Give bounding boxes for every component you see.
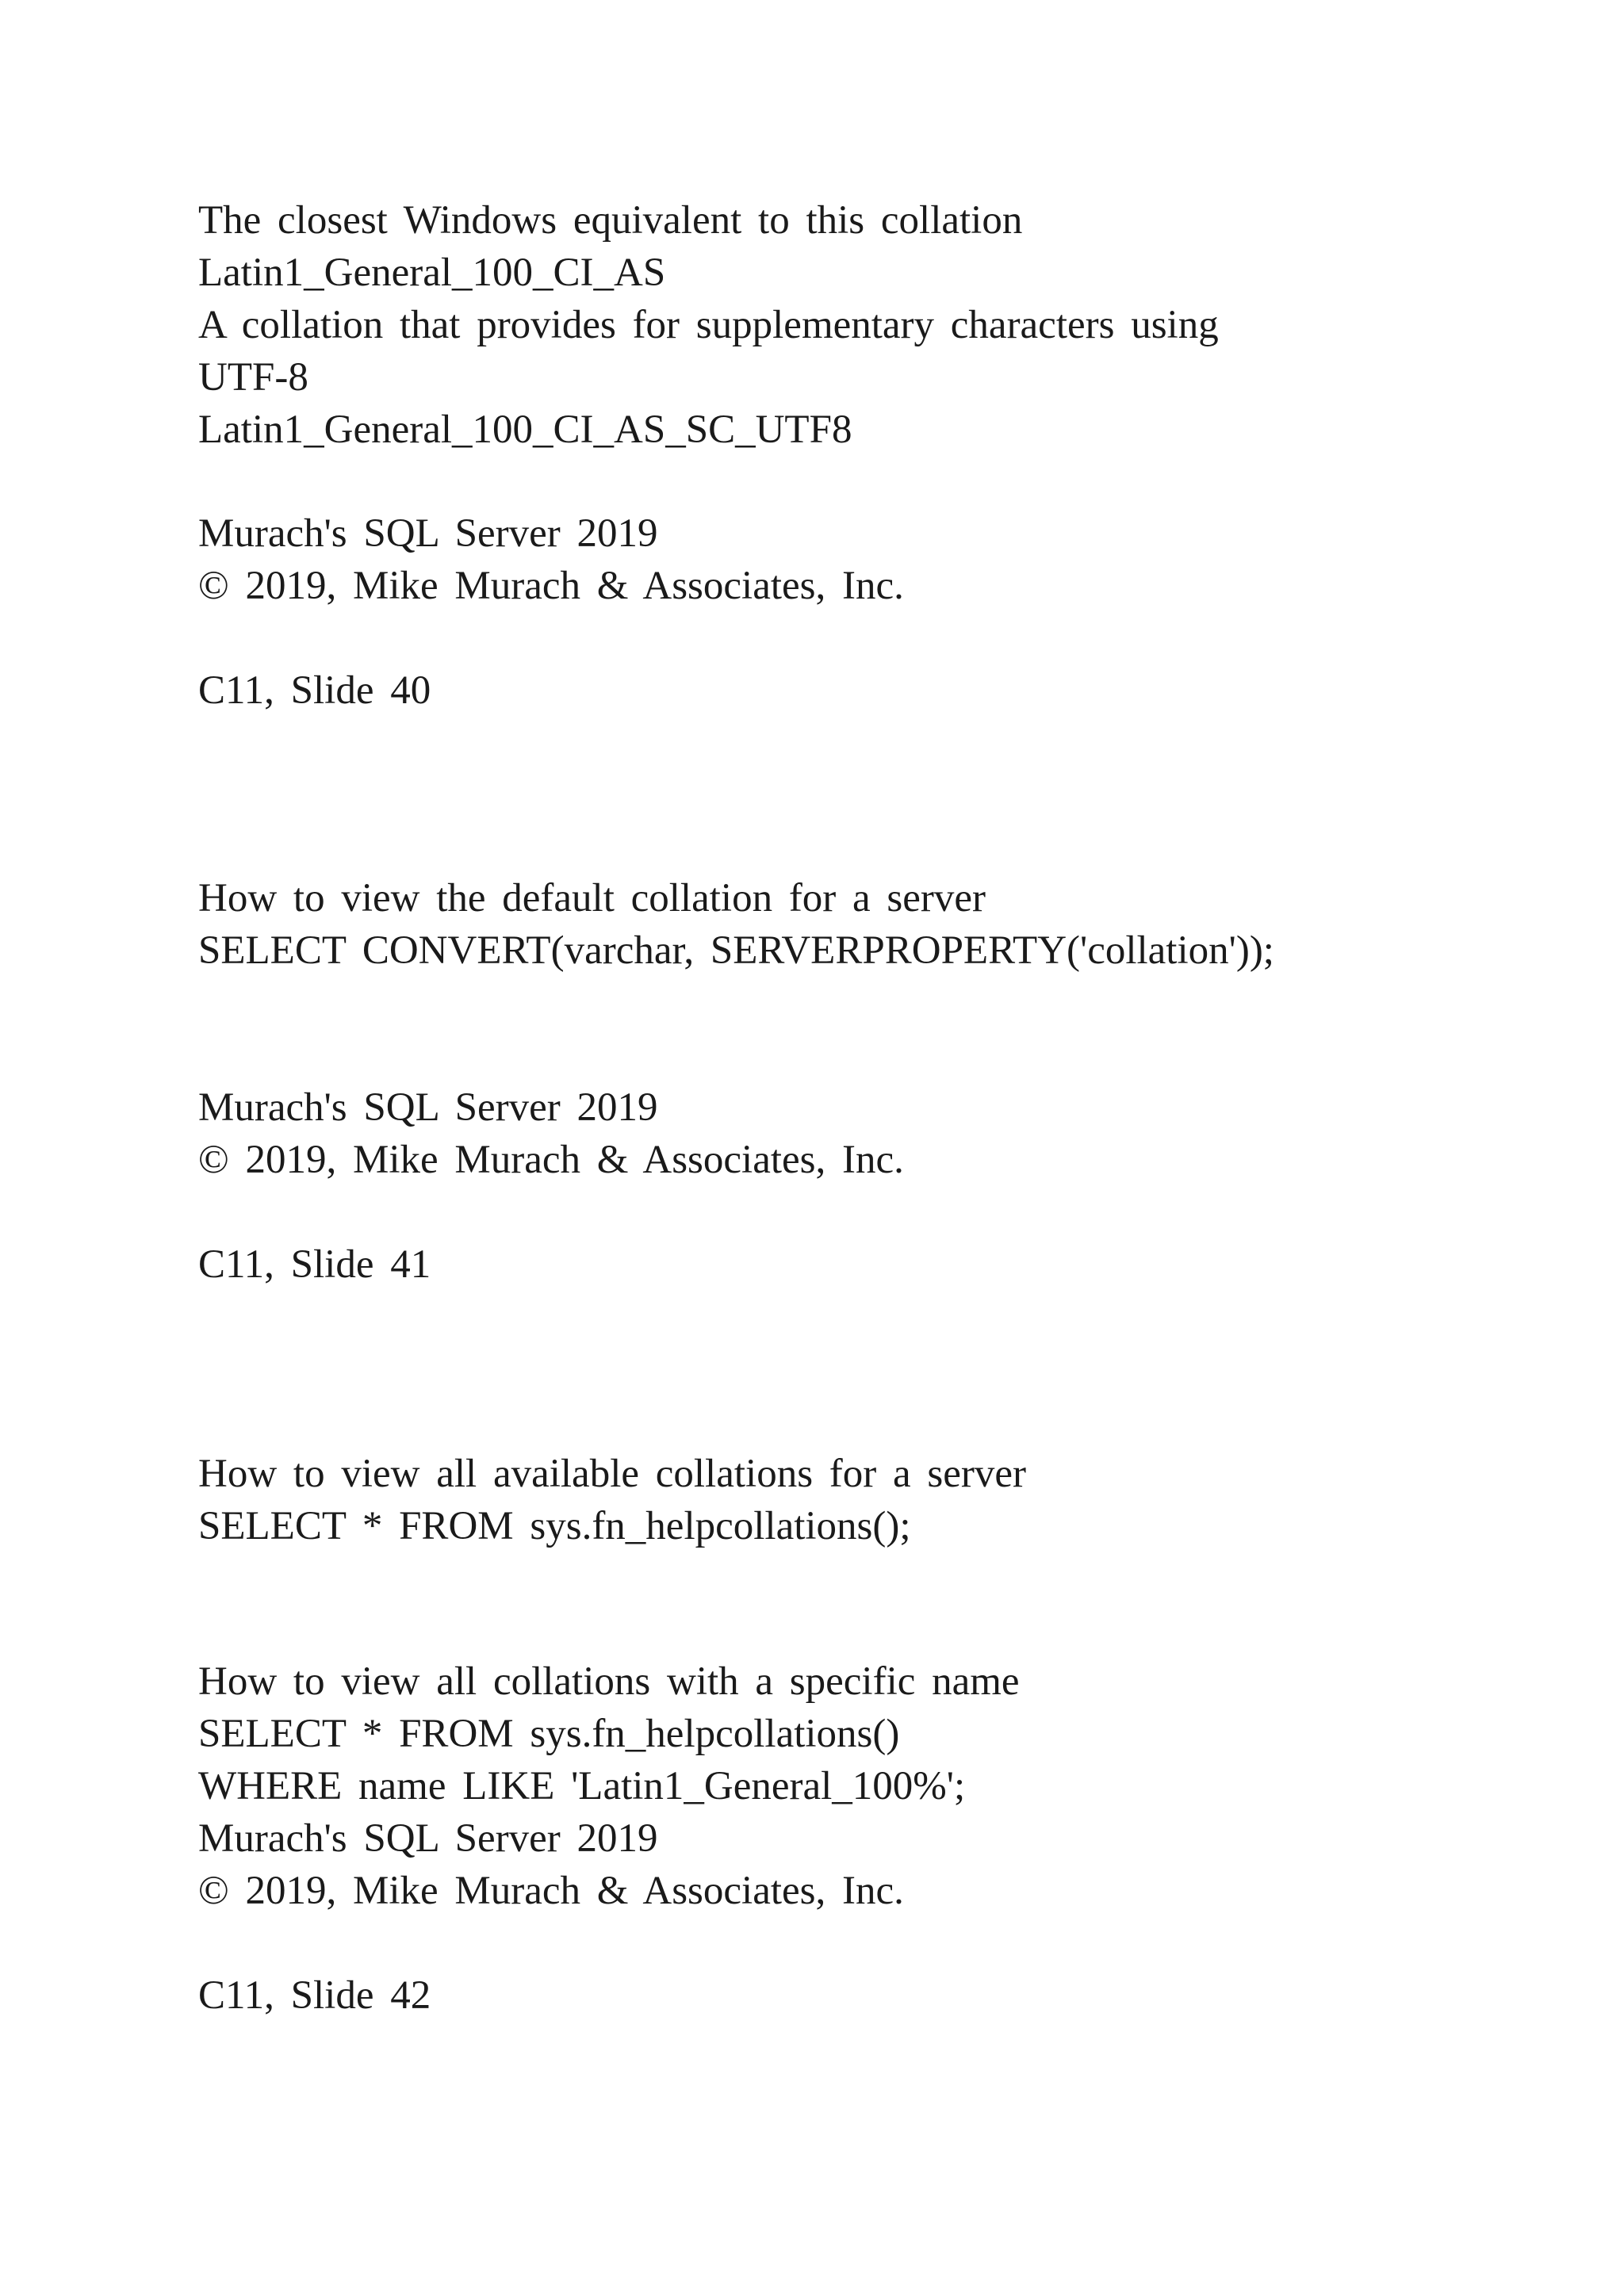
text-line: The closest Windows equivalent to this collation (198, 198, 1023, 243)
code-line: SELECT CONVERT(varchar, SERVERPROPERTY('collation')); (198, 928, 1274, 973)
text-line: A collation that provides for supplementary characters using (198, 303, 1219, 347)
section-heading: How to view the default collation for a server (198, 876, 986, 920)
footer-slide-number: C11, Slide 41 (198, 1242, 431, 1287)
code-line: WHERE name LIKE 'Latin1_General_100%'; (198, 1764, 966, 1808)
section-heading: How to view all collations with a specific name (198, 1659, 1020, 1704)
footer-book-title: Murach's SQL Server 2019 (198, 1816, 658, 1861)
footer-copyright: © 2019, Mike Murach & Associates, Inc. (198, 564, 904, 608)
footer-book-title: Murach's SQL Server 2019 (198, 511, 658, 556)
code-line: SELECT * FROM sys.fn_helpcollations() (198, 1712, 900, 1756)
section-heading: How to view all available collations for a server (198, 1452, 1026, 1496)
text-line: Latin1_General_100_CI_AS (198, 251, 666, 295)
footer-copyright: © 2019, Mike Murach & Associates, Inc. (198, 1138, 904, 1182)
footer-slide-number: C11, Slide 40 (198, 668, 431, 713)
footer-copyright: © 2019, Mike Murach & Associates, Inc. (198, 1869, 904, 1913)
text-line: UTF-8 (198, 355, 308, 400)
code-line: SELECT * FROM sys.fn_helpcollations(); (198, 1504, 911, 1548)
footer-slide-number: C11, Slide 42 (198, 1973, 431, 2018)
text-line: Latin1_General_100_CI_AS_SC_UTF8 (198, 408, 852, 452)
footer-book-title: Murach's SQL Server 2019 (198, 1085, 658, 1130)
